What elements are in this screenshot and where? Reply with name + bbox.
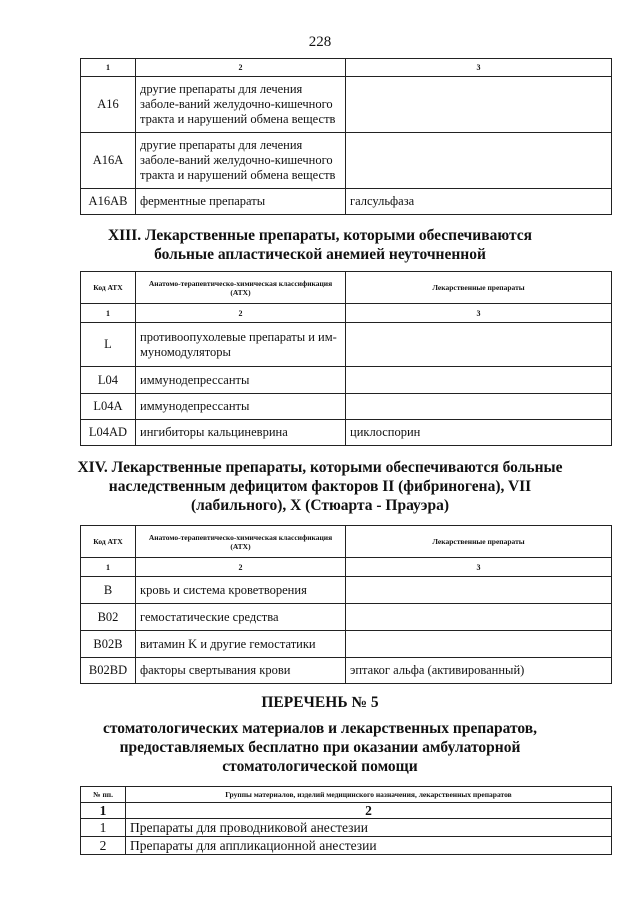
atc-code: A16 [81, 77, 136, 133]
header-drugs: Лекарственные препараты [346, 272, 612, 304]
atc-class: витамин K и другие гемостатики [136, 631, 346, 658]
group-name: Препараты для аппликационной анестезии [126, 837, 612, 855]
header-row [81, 272, 612, 304]
col-num: 3 [346, 558, 612, 577]
atc-code: B02B [81, 631, 136, 658]
atc-code: B [81, 577, 136, 604]
table-list-5 [80, 786, 612, 855]
col-num: 3 [346, 304, 612, 323]
col-num: 1 [81, 59, 136, 77]
table-row [81, 367, 612, 394]
header-row [81, 526, 612, 558]
column-number-row [81, 558, 612, 577]
column-number-row [81, 803, 612, 819]
section-13-title: XIII. Лекарственные препараты, которыми обеспечиваются больные апластической анемией неуточненной [107, 227, 533, 263]
drug-name [346, 631, 612, 658]
atc-code: L [81, 323, 136, 367]
atc-code: L04 [81, 367, 136, 394]
col-num: 2 [136, 304, 346, 323]
header-class: Анатомо-терапевтическо-химическая классификация (АТХ) [136, 272, 346, 304]
drug-name [346, 133, 612, 189]
drug-name [346, 77, 612, 133]
table-row [81, 837, 612, 855]
col-num: 2 [136, 59, 346, 77]
section-14-title: XIV. Лекарственные препараты, которыми обеспечиваются больные наследственным дефицитом факторов II (фибриногена), VII (лабильного), X (Стюарта - Прауэра) [77, 459, 563, 514]
table-continuation [80, 58, 612, 215]
table-row [81, 819, 612, 837]
atc-class: другие препараты для лечения заболе-ваний желудочно-кишечного тракта и нарушений обмена веществ [136, 133, 346, 189]
row-number: 1 [81, 819, 126, 837]
atc-class: иммунодепрессанты [136, 367, 346, 394]
table-row [81, 658, 612, 684]
atc-code: L04AD [81, 420, 136, 446]
table-row [81, 394, 612, 420]
table-row [81, 420, 612, 446]
drug-name: эптаког альфа (активированный) [346, 658, 612, 684]
col-num: 1 [81, 558, 136, 577]
col-num: 1 [81, 304, 136, 323]
drug-name [346, 577, 612, 604]
atc-code: A16A [81, 133, 136, 189]
table-row [81, 133, 612, 189]
header-class: Анатомо-терапевтическо-химическая классификация (АТХ) [136, 526, 346, 558]
drug-name [346, 394, 612, 420]
atc-class: гемостатические средства [136, 604, 346, 631]
header-groups: Группы материалов, изделий медицинского назначения, лекарственных препаратов [126, 787, 612, 803]
row-number: 2 [81, 837, 126, 855]
atc-class: ферментные препараты [136, 189, 346, 215]
column-number-row [81, 59, 612, 77]
header-code: Код АТХ [81, 272, 136, 304]
table-row [81, 189, 612, 215]
col-num: 2 [136, 558, 346, 577]
table-row [81, 323, 612, 367]
table-row [81, 77, 612, 133]
drug-name [346, 367, 612, 394]
col-num: 3 [346, 59, 612, 77]
atc-code: A16AB [81, 189, 136, 215]
list-5-heading: ПЕРЕЧЕНЬ № 5 [261, 694, 379, 711]
page-number: 228 [308, 34, 332, 50]
table-row [81, 604, 612, 631]
drug-name: галсульфаза [346, 189, 612, 215]
drug-name: циклоспорин [346, 420, 612, 446]
atc-class: иммунодепрессанты [136, 394, 346, 420]
header-code: Код АТХ [81, 526, 136, 558]
col-num: 2 [126, 803, 612, 819]
atc-class: ингибиторы кальциневрина [136, 420, 346, 446]
atc-code: L04A [81, 394, 136, 420]
atc-code: B02 [81, 604, 136, 631]
atc-class: противоопухолевые препараты и им-муномодуляторы [136, 323, 346, 367]
header-drugs: Лекарственные препараты [346, 526, 612, 558]
atc-class: кровь и система кроветворения [136, 577, 346, 604]
drug-name [346, 604, 612, 631]
table-row [81, 577, 612, 604]
header-row [81, 787, 612, 803]
header-num: № пп. [81, 787, 126, 803]
group-name: Препараты для проводниковой анестезии [126, 819, 612, 837]
atc-class: факторы свертывания крови [136, 658, 346, 684]
list-5-subtitle: стоматологических материалов и лекарственных препаратов, предоставляемых бесплатно при оказании амбулаторной стоматологической помощи [102, 720, 537, 775]
atc-class: другие препараты для лечения заболе-ваний желудочно-кишечного тракта и нарушений обмена веществ [136, 77, 346, 133]
table-section-14 [80, 525, 612, 684]
table-row [81, 631, 612, 658]
table-section-13 [80, 271, 612, 446]
drug-name [346, 323, 612, 367]
column-number-row [81, 304, 612, 323]
atc-code: B02BD [81, 658, 136, 684]
col-num: 1 [81, 803, 126, 819]
